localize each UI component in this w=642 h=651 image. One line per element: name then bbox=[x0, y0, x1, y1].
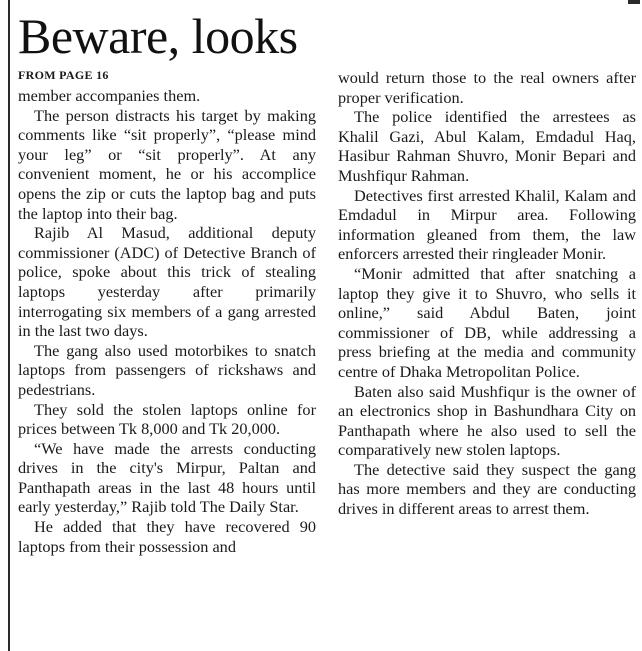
article-column-2 bbox=[338, 68, 636, 519]
paragraph: He added that they have recovered 90 laptops from their possession and bbox=[18, 517, 316, 556]
corner-mark bbox=[628, 0, 640, 4]
column-rule bbox=[8, 0, 10, 651]
paragraph: “We have made the arrests conducting drives in the city's Mirpur, Paltan and Panthapath areas in the last 48 hours until early yesterday,” Rajib told The Daily Star. bbox=[18, 438, 316, 517]
paragraph: The police identified the arrestees as Khalil Gazi, Abul Kalam, Emdadul Haq, Hasibur Rahman Shuvro, Monir Bepari and Mushfiqur Rahman. bbox=[338, 107, 636, 185]
article-column-1 bbox=[18, 86, 316, 556]
article-headline: Beware, looks bbox=[18, 8, 298, 64]
paragraph: “Monir admitted that after snatching a laptop they give it to Shuvro, who sells it online,” said Abdul Baten, joint commissioner of DB, while addressing a press briefing at the media and community centre of Dhaka Metropolitan Police. bbox=[338, 263, 636, 381]
paragraph: The gang also used motorbikes to snatch laptops from passengers of rickshaws and pedestrians. bbox=[18, 340, 316, 399]
paragraph: Rajib Al Masud, additional deputy commissioner (ADC) of Detective Branch of police, spoke about this trick of stealing laptops yesterday after primarily interrogating six members of a gang arrested in the last two days. bbox=[18, 223, 316, 341]
jump-line: FROM PAGE 16 bbox=[18, 68, 109, 82]
paragraph: Baten also said Mushfiqur is the owner of an electronics shop in Bashundhara City on Panthapath where he also used to sell the comparatively new stolen laptops. bbox=[338, 381, 636, 460]
paragraph: member accompanies them. bbox=[18, 86, 201, 105]
paragraph: The person distracts his target by making comments like “sit properly”, “please mind your leg” or “sit properly”. At any convenient moment, he or his accomplice opens the zip or cuts the laptop bag and puts the laptop into their bag. bbox=[18, 105, 316, 223]
paragraph: They sold the stolen laptops online for prices between Tk 8,000 and Tk 20,000. bbox=[18, 399, 316, 439]
paragraph: Detectives first arrested Khalil, Kalam and Emdadul in Mirpur area. Following information gleaned from them, the law enforcers arrested their ringleader Monir. bbox=[338, 185, 636, 264]
paragraph: The detective said they suspect the gang has more members and they are conducting drives in different areas to arrest them. bbox=[338, 459, 636, 519]
paragraph: would return those to the real owners after proper verification. bbox=[338, 68, 636, 107]
